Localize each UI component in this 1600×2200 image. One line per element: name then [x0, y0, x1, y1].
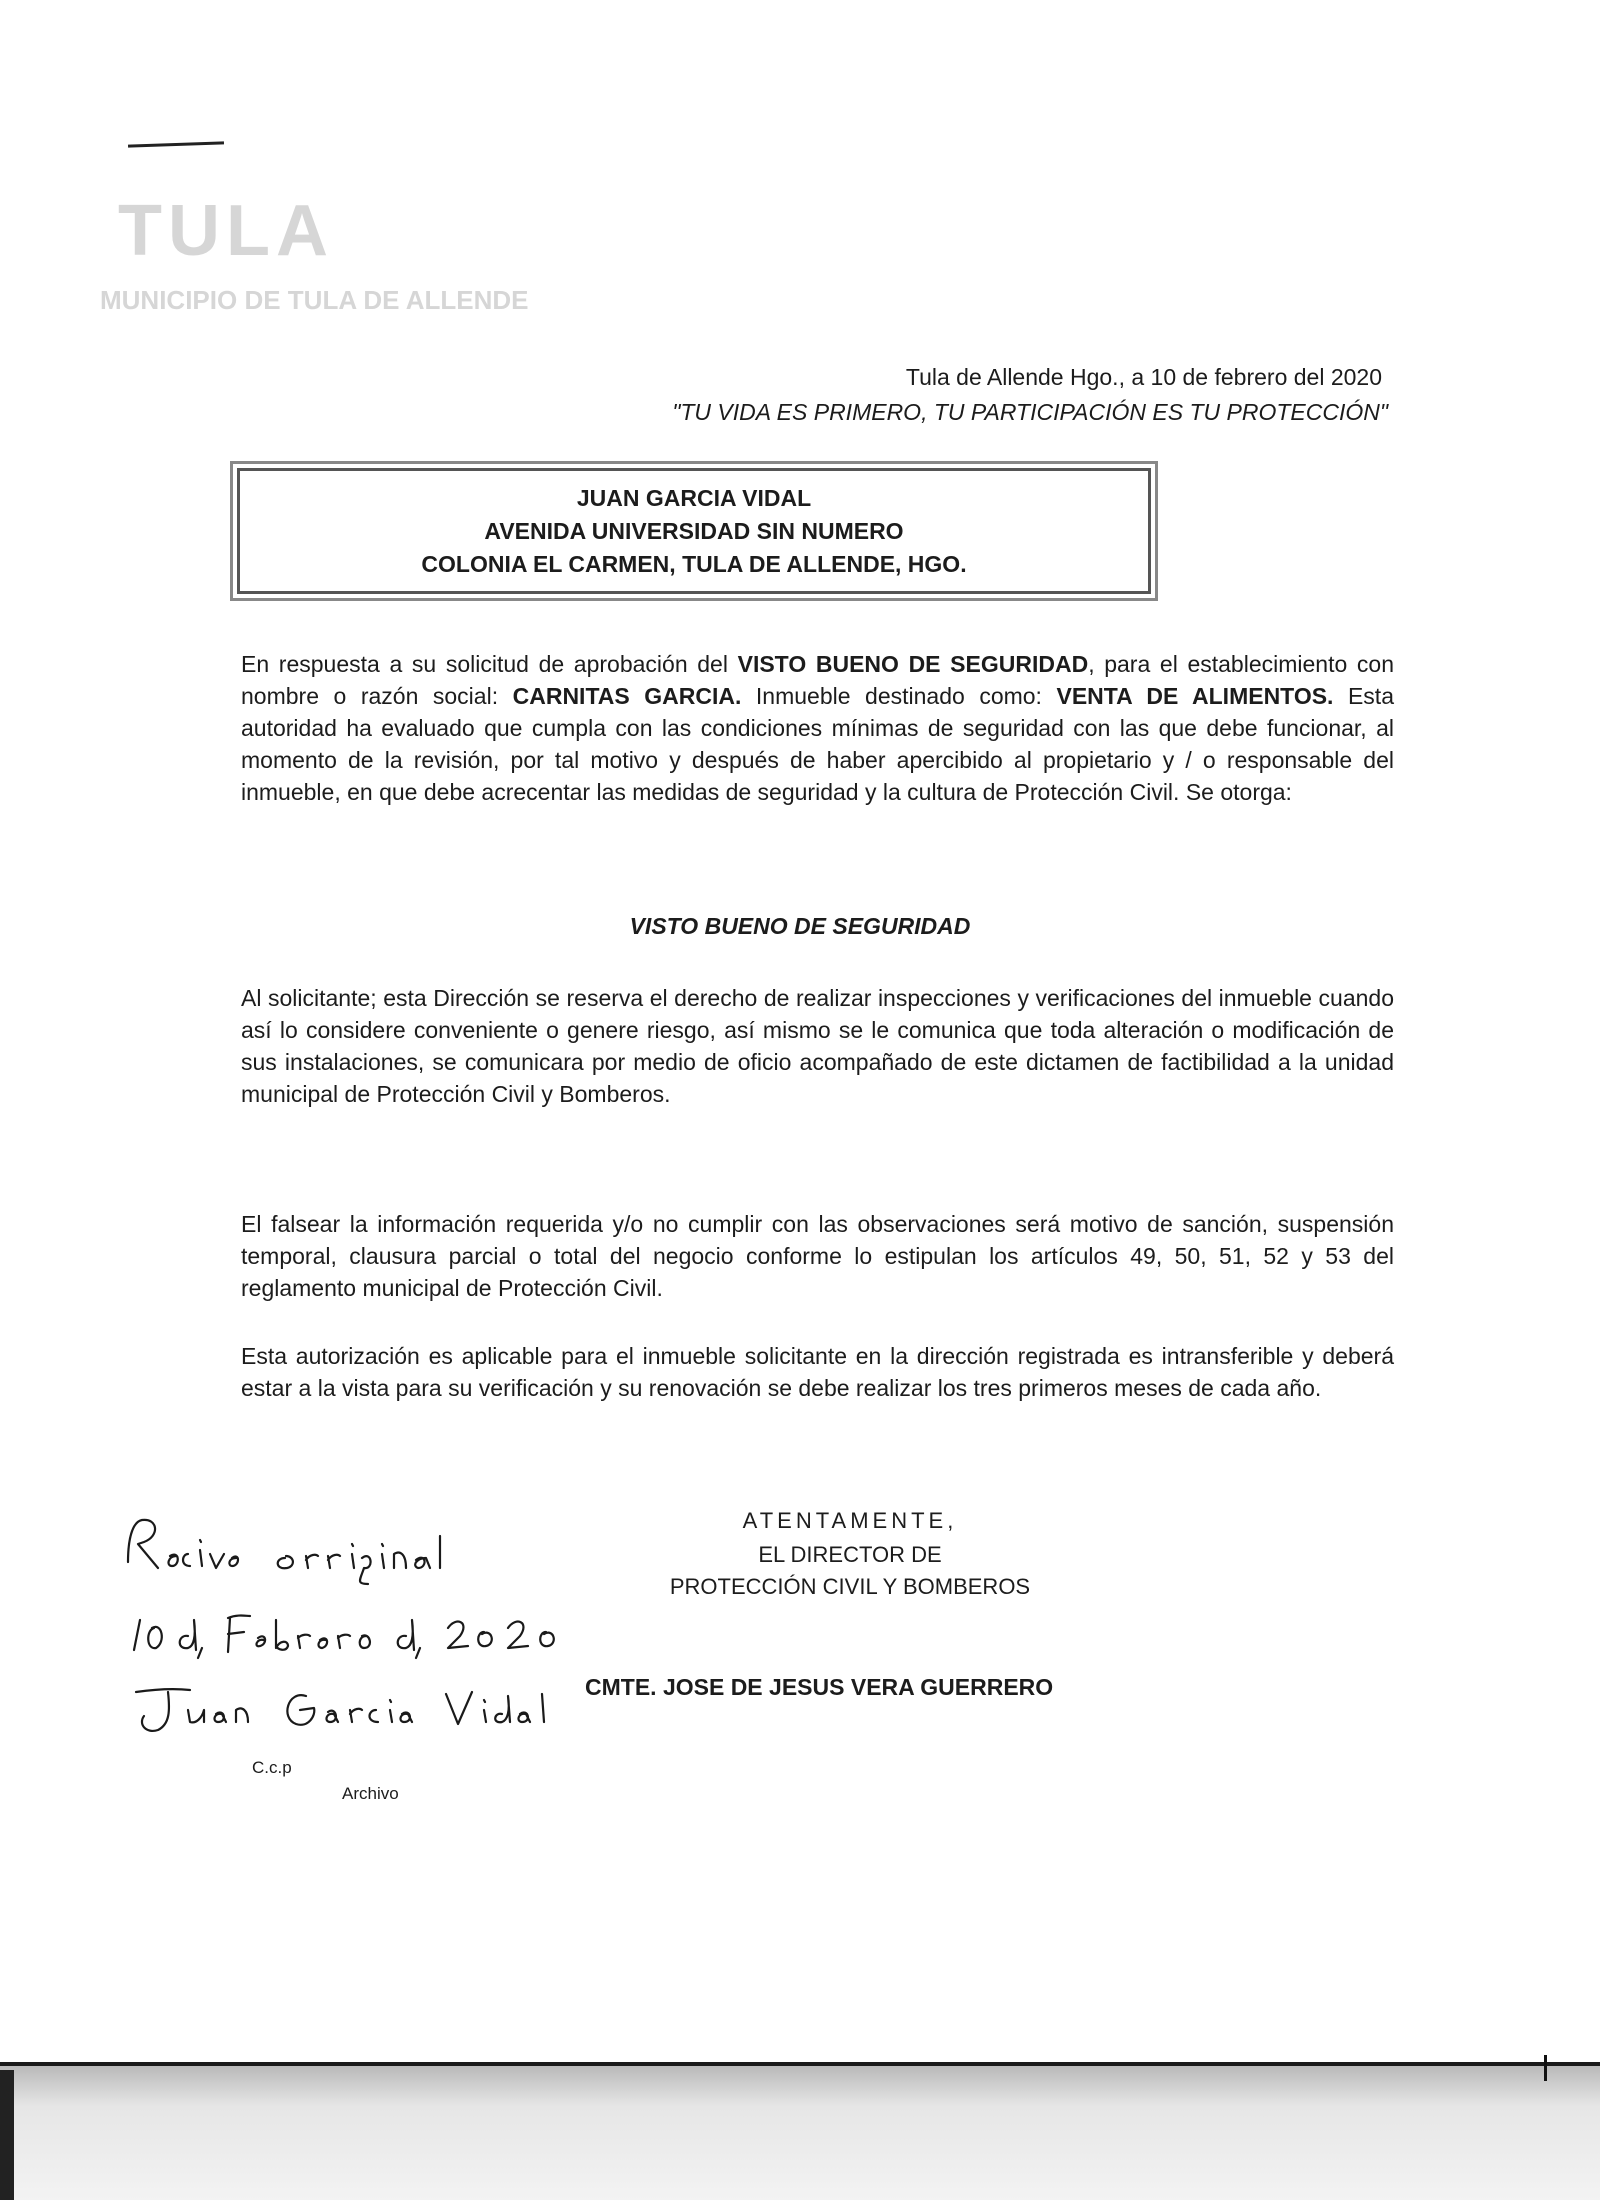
- handwritten-receipt-note: [110, 1510, 670, 1750]
- recipient-box: [237, 468, 1151, 594]
- handwritten-dash: [128, 141, 224, 147]
- closing: ATENTAMENTE,: [742, 1508, 958, 1533]
- date-line: Tula de Allende Hgo., a 10 de febrero del 2020: [905, 364, 1382, 390]
- signer-unit: PROTECCIÓN CIVIL Y BOMBEROS: [669, 1574, 1031, 1599]
- archivo-label: Archivo: [342, 1784, 399, 1803]
- paragraph-request: [241, 648, 1394, 808]
- letterhead-watermark: TULA: [118, 191, 334, 271]
- signer-name: CMTE. JOSE DE JESUS VERA GUERRERO: [585, 1674, 1054, 1700]
- business-name: CARNITAS GARCIA.: [512, 683, 742, 709]
- p1-text-b: , para el establecimiento con nombre o razón social:: [241, 651, 1395, 709]
- recipient-colony: COLONIA EL CARMEN, TULA DE ALLENDE, HGO.: [421, 550, 967, 577]
- permit-name: VISTO BUENO DE SEGURIDAD: [737, 651, 1089, 677]
- paragraph-sanctions: El falsear la información requerida y/o no cumplir con las observaciones será motivo de sanción, suspensión temporal, clausura parcial o total del negocio conforme lo estipulan los artículos 49, 50, 51, 52 y 53 del reglamento municipal de Protección Civil.: [241, 1211, 1394, 1301]
- letterhead-watermark-line: MUNICIPIO DE TULA DE ALLENDE: [100, 285, 529, 315]
- recipient-street: AVENIDA UNIVERSIDAD SIN NUMERO: [484, 517, 904, 544]
- p1-text-c: Inmueble destinado como:: [741, 683, 1057, 709]
- permit-heading: VISTO BUENO DE SEGURIDAD: [629, 913, 971, 939]
- scanner-bed-strip: [0, 2066, 1600, 2200]
- p1-text-a: En respuesta a su solicitud de aprobación del: [241, 651, 738, 677]
- p1-text-d: Esta autoridad ha evaluado que cumpla con las condiciones mínimas de seguridad con las que debe funcionar, al momento de la revisión, por tal motivo y después de haber apercibido al propietario y / o responsable del inmueble, en que debe acrecentar las medidas de seguridad y la cultura de Protección Civil. Se otorga:: [241, 683, 1394, 805]
- recipient-name: JUAN GARCIA VIDAL: [576, 484, 812, 511]
- ccp-label: C.c.p: [252, 1758, 292, 1777]
- property-use: VENTA DE ALIMENTOS.: [1056, 683, 1334, 709]
- paragraph-authorization: Esta autorización es aplicable para el inmueble solicitante en la dirección registrada es intransferible y deberá estar a la vista para su verificación y su renovación se debe realizar los tres primeros meses de cada año.: [241, 1343, 1394, 1401]
- motto-line: "TU VIDA ES PRIMERO, TU PARTICIPACIÓN ES TU PROTECCIÓN": [672, 399, 1388, 425]
- paragraph-inspections: Al solicitante; esta Dirección se reserva el derecho de realizar inspecciones y verificaciones del inmueble cuando así lo considere conveniente o genere riesgo, así mismo se le comunica que toda alteración o modificación de sus instalaciones, se comunicara por medio de oficio acompañado de este dictamen de factibilidad a la unidad municipal de Protección Civil y Bomberos.: [241, 985, 1394, 1107]
- scan-artifact: [1544, 2055, 1547, 2081]
- signer-title: EL DIRECTOR DE: [758, 1542, 942, 1567]
- scanner-edge-shadow: [0, 2070, 14, 2200]
